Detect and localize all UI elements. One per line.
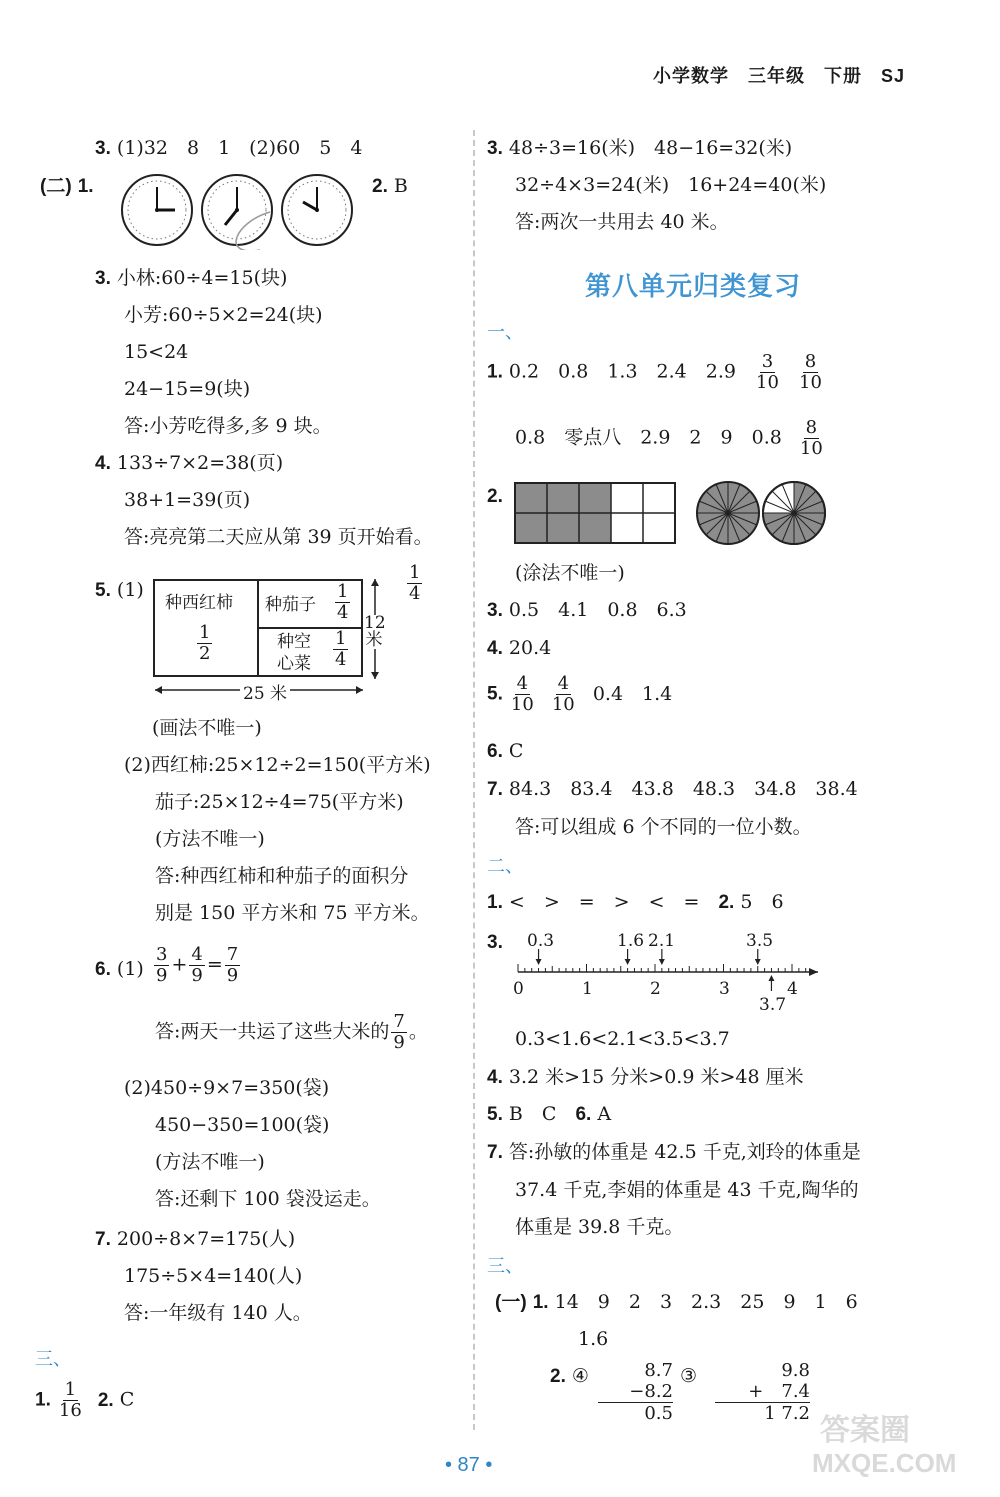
nl-tick-4: 4	[787, 979, 798, 999]
minuend: 8.7	[644, 1360, 673, 1381]
fraction-quarter: $\frac{1}{4}$	[337, 581, 349, 623]
line: (2)450÷9×7=350(袋)	[124, 1077, 330, 1099]
text: B	[393, 175, 408, 197]
clock-1	[122, 175, 192, 245]
line: 32÷4×3=24(米) 16+24=40(米)	[515, 174, 827, 196]
note: (方法不唯一)	[155, 1151, 265, 1173]
a6: 6. C	[487, 740, 524, 762]
b3-num: 3.	[487, 932, 503, 953]
watermark: 答案圈	[820, 1414, 910, 1447]
c1: (一) 1. 14 9 2 3 2.3 25 9 1 6	[495, 1291, 858, 1313]
c2-mark2: ③	[680, 1365, 698, 1387]
line: 体重是 39.8 千克。	[515, 1216, 684, 1238]
left-q5	[95, 578, 144, 603]
note: (画法不唯一)	[152, 717, 262, 739]
section-three-left: 三、	[35, 1349, 71, 1370]
a7: 7. 84.3 83.4 43.8 48.3 34.8 38.4	[487, 778, 858, 800]
left-q7	[95, 1227, 295, 1252]
clocks	[120, 172, 360, 250]
page-header: 小学数学 三年级 下册 SJ	[652, 66, 905, 86]
a4: 4. 20.4	[487, 637, 552, 659]
q-number: 3.	[487, 138, 503, 159]
nl-label-3.5: 3.5	[746, 931, 774, 951]
line: 38+1=39(页)	[124, 489, 251, 511]
left-q3b: 3. 小林:60÷4=15(块)	[95, 267, 288, 289]
b1: 1. < > = > < = 2. 5 6	[487, 891, 784, 913]
text: (1)	[116, 579, 144, 601]
axis-arrow	[809, 968, 818, 976]
addition-vertical	[715, 1360, 810, 1424]
q-number: 6.	[95, 959, 111, 980]
left-san-q: 1. $\frac{1}{16}$ 2. C	[35, 1379, 135, 1421]
a3: 3. 0.5 4.1 0.8 6.3	[487, 599, 687, 621]
clock-3	[282, 175, 352, 245]
left-q6	[95, 957, 144, 982]
answer: 别是 150 平方米和 75 平方米。	[155, 902, 430, 924]
text: 48÷3=16(米) 48−16=32(米)	[508, 137, 793, 159]
section-two-label	[40, 174, 94, 199]
text: (1)	[116, 958, 144, 980]
addend-2: + 7.4	[715, 1381, 810, 1403]
arrow-head	[659, 959, 665, 965]
answer: 答:还剩下 100 袋没运走。	[155, 1188, 381, 1210]
q-number: 7.	[95, 1229, 111, 1250]
line: (2)西红柿:25×12÷2=150(平方米)	[124, 754, 431, 776]
answer: 答:两次一共用去 40 米。	[515, 211, 729, 233]
shading-diagrams	[512, 480, 832, 550]
b5: 5. B C 6. A	[487, 1103, 612, 1125]
fraction-quarter-2: $\frac{1}{4}$	[335, 628, 347, 670]
addend-1: 9.8	[781, 1360, 810, 1381]
nl-label-1.6: 1.6	[617, 931, 645, 951]
watermark-url: MXQE.COM	[812, 1448, 957, 1478]
section-one: 一、	[487, 322, 523, 343]
eggplant-label: 种茄子	[265, 595, 316, 615]
answer: 答:可以组成 6 个不同的一位小数。	[515, 816, 812, 838]
q-number: 5.	[95, 580, 111, 601]
line: 450−350=100(袋)	[155, 1114, 330, 1136]
text: 小林:60÷4=15(块)	[116, 267, 288, 289]
line: 1.6	[578, 1328, 609, 1350]
left-q4	[95, 451, 283, 476]
clock-2	[202, 175, 272, 245]
left-q3	[95, 136, 362, 161]
q-number: 2.	[372, 176, 388, 197]
q-number: 4.	[95, 453, 111, 474]
text: (1)32 8 1 (2)60 5 4	[116, 137, 363, 159]
unit-title: 第八单元归类复习	[585, 272, 802, 302]
column-divider	[473, 130, 475, 1430]
left-q2	[372, 174, 408, 199]
space-label-1: 种空	[277, 632, 311, 652]
line: 175÷5×4=140(人)	[124, 1265, 303, 1287]
a1b: 0.8 零点八 2.9 2 9 0.8 $\frac{8}{10}$	[515, 417, 823, 459]
b4: 4. 3.2 米>15 分米>0.9 米>48 厘米	[487, 1066, 804, 1088]
nl-label-2.1: 2.1	[648, 931, 676, 951]
q6-equation: $\frac{3}{9}$ + $\frac{4}{9}$ = $\frac{7}{9}$	[156, 944, 239, 986]
sum: 1 7.2	[764, 1403, 810, 1424]
note: (方法不唯一)	[155, 828, 265, 850]
answer: 答:亮亮第二天应从第 39 页开始看。	[124, 526, 433, 548]
arrow-head	[768, 975, 774, 981]
b7: 7. 答:孙敏的体重是 42.5 千克,刘玲的体重是	[487, 1141, 861, 1163]
line: 茄子:25×12÷4=75(平方米)	[155, 791, 404, 813]
text: 133÷7×2=38(页)	[116, 452, 284, 474]
fraction-half: $\frac{1}{2}$	[199, 622, 211, 664]
a5: 5. $\frac{4}{10}$ $\frac{4}{10}$ 0.4 1.4	[487, 673, 673, 715]
number-line	[500, 925, 830, 1015]
line: 0.3<1.6<2.1<3.5<3.7	[515, 1028, 730, 1050]
circle-shaded-1	[697, 482, 759, 544]
label: (二)	[40, 176, 72, 197]
arrow-head	[755, 959, 761, 965]
height-label: 12米	[364, 613, 386, 650]
nl-label-3.7: 3.7	[759, 995, 787, 1015]
nl-tick-3: 3	[719, 979, 730, 999]
arrow-head	[536, 959, 542, 965]
nl-tick-0: 0	[513, 979, 524, 999]
grid-shaded	[515, 483, 675, 543]
answer: 答:一年级有 140 人。	[124, 1302, 312, 1324]
subtraction-vertical	[598, 1360, 673, 1424]
nl-tick-2: 2	[650, 979, 661, 999]
nl-tick-1: 1	[582, 979, 593, 999]
difference: 0.5	[644, 1403, 673, 1424]
tomato-label: 种西红柿	[165, 593, 233, 613]
a2-num: 2.	[487, 486, 503, 507]
subtrahend: −8.2	[598, 1381, 673, 1403]
section-two: 二、	[487, 856, 523, 877]
line: 小芳:60÷5×2=24(块)	[124, 304, 323, 326]
q-number: 1.	[77, 176, 94, 197]
q5-fraction: $\frac{1}{4}$	[409, 562, 421, 604]
answer: 答:小芳吃得多,多 9 块。	[124, 415, 332, 437]
answer: 答:种西红柿和种茄子的面积分	[155, 865, 409, 887]
right-q3	[487, 136, 792, 161]
circle-shaded-2	[763, 482, 825, 544]
text: 200÷8×7=175(人)	[116, 1228, 296, 1250]
a1: 1. 0.2 0.8 1.3 2.4 2.9 $\frac{3}{10}$ $\frac{8}{10}$	[487, 351, 822, 393]
line: 24−15=9(块)	[124, 378, 251, 400]
space-label-2: 心菜	[277, 654, 311, 674]
width-label: 25 米	[240, 682, 290, 706]
note: (涂法不唯一)	[515, 562, 625, 584]
q6-answer: 答:两天一共运了这些大米的 $\frac{7}{9}$ 。	[155, 1011, 428, 1053]
line: 15<24	[124, 341, 189, 363]
line: 37.4 千克,李娟的体重是 43 千克,陶华的	[515, 1179, 859, 1201]
c2-num: 2. ④	[550, 1365, 589, 1387]
arrow-head	[625, 959, 631, 965]
page-number: • 87 •	[445, 1454, 493, 1476]
section-three-right: 三、	[487, 1256, 523, 1277]
q-number: 3.	[95, 138, 111, 159]
nl-label-0.3: 0.3	[527, 931, 555, 951]
